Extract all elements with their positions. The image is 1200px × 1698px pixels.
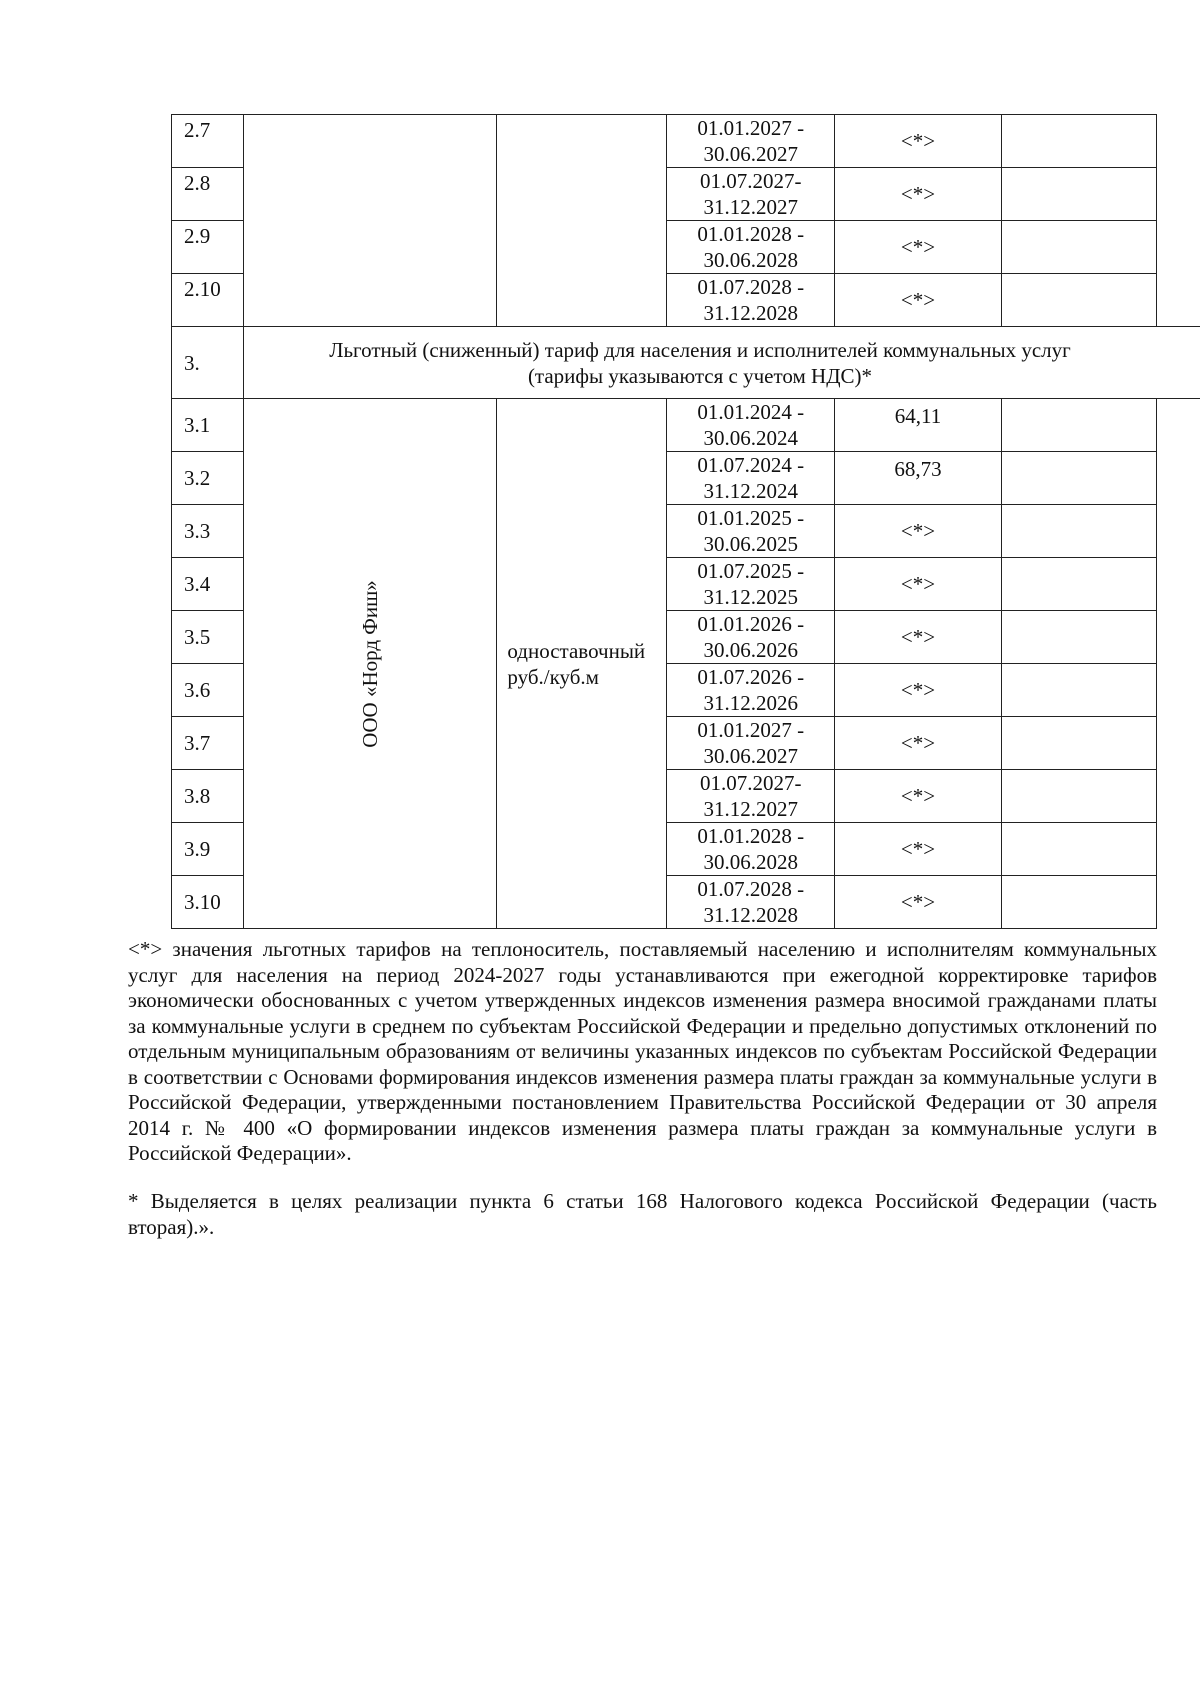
empty-cell bbox=[1001, 611, 1156, 664]
table-row bbox=[172, 115, 1200, 168]
tariff-value: <*> bbox=[835, 221, 1002, 274]
period-cell: 01.01.2027 - 30.06.2027 bbox=[667, 717, 835, 770]
tariff-table bbox=[171, 114, 1200, 929]
period-cell: 01.07.2026 - 31.12.2026 bbox=[667, 664, 835, 717]
row-number: 3.8 bbox=[172, 770, 244, 823]
footnote-asterisk: * Выделяется в целях реализации пункта 6 статьи 168 Налогового кодекса Российской Федерации (часть вторая).». bbox=[128, 1189, 1157, 1239]
tariff-type: одноставочный bbox=[507, 638, 646, 663]
empty-cell bbox=[1001, 452, 1156, 505]
tariff-value: <*> bbox=[835, 664, 1002, 717]
tariff-value: <*> bbox=[835, 168, 1002, 221]
period-cell: 01.07.2025 - 31.12.2025 bbox=[667, 558, 835, 611]
tariff-value: <*> bbox=[835, 558, 1002, 611]
row-number: 3.1 bbox=[172, 399, 244, 452]
tariff-value: 64,11 bbox=[835, 399, 1002, 452]
organization-name: ООО «Норд Фиш» bbox=[358, 579, 383, 748]
period-cell: 01.07.2024 - 31.12.2024 bbox=[667, 452, 835, 505]
row-number: 2.10 bbox=[172, 274, 244, 327]
tariff-value: <*> bbox=[835, 505, 1002, 558]
section-header-row bbox=[172, 327, 1200, 399]
row-number: 2.8 bbox=[172, 168, 244, 221]
footnote-bracketed-asterisk: <*> значения льготных тарифов на теплоноситель, поставляемый населению и исполнителям коммунальных услуг для населения на период 2024-2027 годы устанавливаются при ежегодной корректировке тарифов экономически обоснованных с учетом утвержденных индексов изменения размера вносимой гражданами платы за коммунальные услуги в среднем по субъектам Российской Федерации и предельно допустимых отклонений по отдельным муниципальным образованиям от величины указанных индексов по субъектам Российской Федерации в соответствии с Основами формирования индексов изменения размера платы граждан за коммунальные услуги в Российской Федерации, утвержденными постановлением Правительства Российской Федерации от 30 апреля 2014 г. № 400 «О формировании индексов изменения размера платы граждан за коммунальные услуги в Российской Федерации». bbox=[128, 937, 1157, 1165]
period-cell: 01.07.2027- 31.12.2027 bbox=[667, 168, 835, 221]
row-number: 2.9 bbox=[172, 221, 244, 274]
tariff-type-cell bbox=[497, 399, 667, 929]
table-row bbox=[172, 399, 1200, 452]
tariff-value: <*> bbox=[835, 823, 1002, 876]
tariff-value: <*> bbox=[835, 717, 1002, 770]
section-number: 3. bbox=[172, 327, 244, 399]
empty-cell bbox=[1001, 876, 1156, 929]
tariff-value: <*> bbox=[835, 770, 1002, 823]
row-number: 3.3 bbox=[172, 505, 244, 558]
period-cell: 01.01.2028 - 30.06.2028 bbox=[667, 823, 835, 876]
organization-cell bbox=[243, 399, 496, 929]
period-cell: 01.07.2028 - 31.12.2028 bbox=[667, 876, 835, 929]
tariff-value: <*> bbox=[835, 274, 1002, 327]
empty-cell bbox=[1001, 558, 1156, 611]
empty-cell bbox=[1001, 168, 1156, 221]
period-cell: 01.01.2026 - 30.06.2026 bbox=[667, 611, 835, 664]
row-number: 3.5 bbox=[172, 611, 244, 664]
empty-cell bbox=[1001, 274, 1156, 327]
row-number: 3.10 bbox=[172, 876, 244, 929]
empty-cell bbox=[1001, 115, 1156, 168]
empty-cell bbox=[1001, 399, 1156, 452]
row-number: 3.4 bbox=[172, 558, 244, 611]
period-cell: 01.01.2027 - 30.06.2027 bbox=[667, 115, 835, 168]
period-cell: 01.01.2025 - 30.06.2025 bbox=[667, 505, 835, 558]
tariff-type-cell-empty bbox=[497, 115, 667, 327]
row-number: 3.7 bbox=[172, 717, 244, 770]
period-cell: 01.01.2028 - 30.06.2028 bbox=[667, 221, 835, 274]
empty-cell bbox=[1001, 770, 1156, 823]
row-number: 3.2 bbox=[172, 452, 244, 505]
organization-cell-empty bbox=[243, 115, 496, 327]
empty-cell bbox=[1001, 717, 1156, 770]
row-number: 3.9 bbox=[172, 823, 244, 876]
period-cell: 01.01.2024 - 30.06.2024 bbox=[667, 399, 835, 452]
tariff-value: 68,73 bbox=[835, 452, 1002, 505]
empty-cell bbox=[1001, 505, 1156, 558]
period-cell: 01.07.2027- 31.12.2027 bbox=[667, 770, 835, 823]
empty-cell bbox=[1001, 823, 1156, 876]
row-number: 3.6 bbox=[172, 664, 244, 717]
section-title: Льготный (сниженный) тариф для населения и исполнителей коммунальных услуг (тарифы указываются с учетом НДС)* bbox=[243, 327, 1156, 399]
row-number: 2.7 bbox=[172, 115, 244, 168]
empty-cell bbox=[1001, 221, 1156, 274]
empty-cell bbox=[1001, 664, 1156, 717]
tariff-value: <*> bbox=[835, 611, 1002, 664]
period-cell: 01.07.2028 - 31.12.2028 bbox=[667, 274, 835, 327]
tariff-value: <*> bbox=[835, 876, 1002, 929]
tariff-unit: руб./куб.м bbox=[507, 664, 599, 689]
tariff-value: <*> bbox=[835, 115, 1002, 168]
